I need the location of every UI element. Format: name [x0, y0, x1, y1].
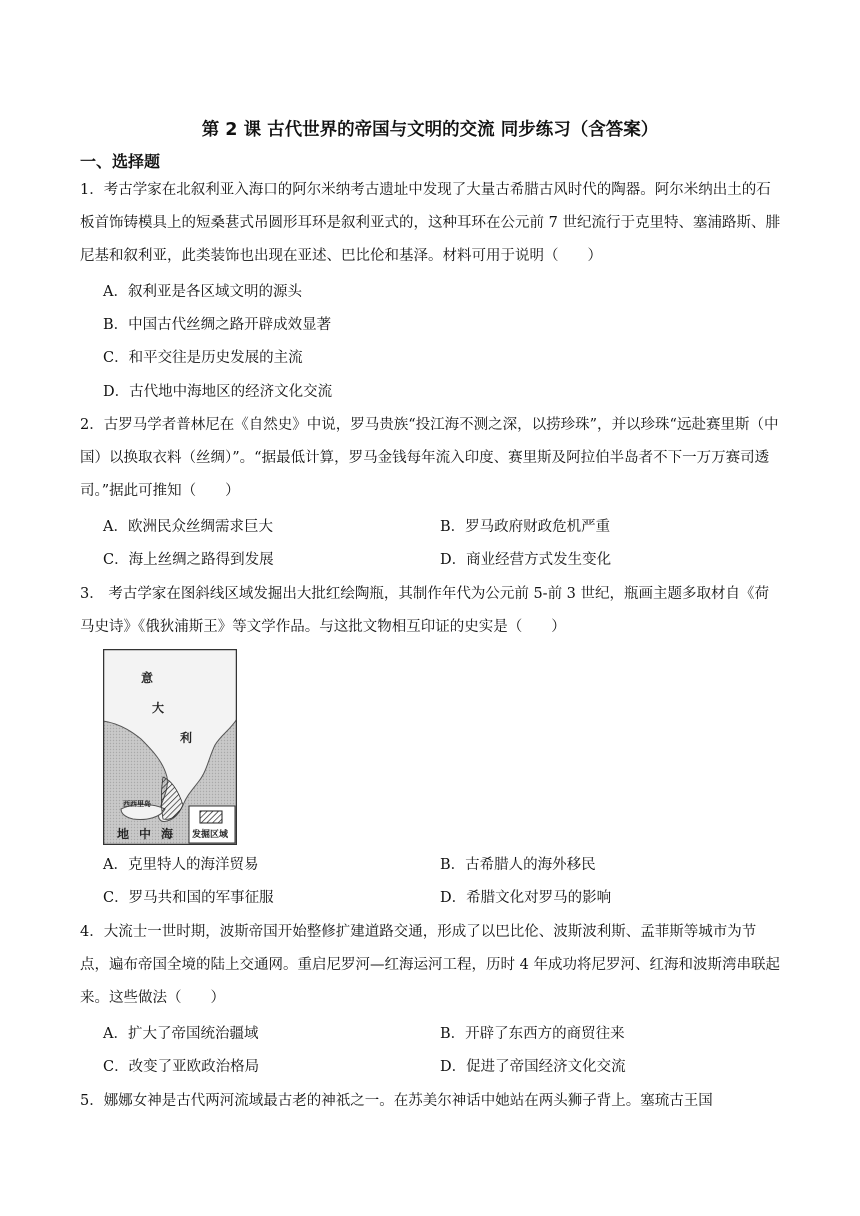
question-1-option-a[interactable]: A．叙利亚是各区域文明的源头 [103, 284, 302, 300]
question-4-option-d[interactable]: D．促进了帝国经济文化交流 [440, 1059, 626, 1075]
question-4-option-a[interactable]: A．扩大了帝国统治疆域 [103, 1026, 259, 1042]
map-label-li: 利 [180, 731, 193, 745]
map-figure [103, 649, 237, 845]
question-2-option-b[interactable]: B．罗马政府财政危机严重 [440, 519, 611, 535]
question-3-option-c[interactable]: C．罗马共和国的军事征服 [103, 890, 274, 906]
question-4-option-c[interactable]: C．改变了亚欧政治格局 [103, 1059, 260, 1075]
question-3-stem: 3． 考古学家在图斜线区域发掘出大批红绘陶瓶，其制作年代为公元前 5-前 3 世纪，瓶画主题多取材自《荷马史诗》《俄狄浦斯王》等文学作品。与这批文物相互印证的史实是（ ） [80, 586, 770, 635]
question-1-stem: 1．考古学家在北叙利亚入海口的阿尔米纳考古遗址中发现了大量古希腊古风时代的陶器。阿尔米纳出土的石板首饰铸模具上的短桑葚式吊圆形耳环是叙利亚式的，这种耳环在公元前 7 世纪流行于克里特、塞浦路斯、腓尼基和叙利亚，此类装饰也出现在亚述、巴比伦和基泽。材料可用于说明（ ） [80, 182, 780, 264]
map-legend [189, 806, 235, 843]
question-2-stem: 2．古罗马学者普林尼在《自然史》中说，罗马贵族“投江海不测之深，以捞珍珠”，并以珍珠“远赴赛里斯（中国）以换取衣料（丝绸）”。“据最低计算，罗马金钱每年流入印度、赛里斯及阿拉伯半岛者不下一万万赛司透司。”据此可推知（ ） [80, 417, 779, 499]
question-4-option-b[interactable]: B．开辟了东西方的商贸往来 [440, 1026, 625, 1042]
question-3-option-d[interactable]: D．希腊文化对罗马的影响 [440, 890, 612, 906]
map-label-zhong: 中 [139, 827, 152, 841]
question-1-option-b[interactable]: B．中国古代丝绸之路开辟成效显著 [103, 317, 332, 333]
question-2-option-c[interactable]: C．海上丝绸之路得到发展 [103, 552, 274, 568]
question-1-option-c[interactable]: C．和平交往是历史发展的主流 [103, 350, 303, 366]
question-2-option-a[interactable]: A．欧洲民众丝绸需求巨大 [103, 519, 273, 535]
question-4-stem: 4．大流士一世时期，波斯帝国开始整修扩建道路交通，形成了以巴比伦、波斯波利斯、孟菲斯等城市为节点，遍布帝国全境的陆上交通网。重启尼罗河—红海运河工程，历时 4 年成功将尼罗河、红海和波斯湾串联起来。这些做法（ ） [80, 924, 780, 1006]
question-5-stem: 5．娜娜女神是古代两河流域最古老的神祇之一。在苏美尔神话中她站在两头狮子背上。塞琉古王国 [80, 1093, 713, 1109]
map-label-yi: 意 [141, 671, 154, 685]
section-heading: 一、选择题 [80, 152, 161, 171]
map-label-hai: 海 [161, 827, 174, 841]
hatched-area-icon [200, 811, 222, 823]
map-legend-label: 发掘区域 [192, 830, 229, 840]
map-label-di: 地 [117, 827, 130, 841]
italy-map [103, 649, 237, 845]
question-2-option-d[interactable]: D．商业经营方式发生变化 [440, 552, 612, 568]
map-label-sicily: 西西里岛 [123, 800, 151, 808]
map-label-da: 大 [152, 701, 165, 715]
question-1-option-d[interactable]: D．古代地中海地区的经济文化交流 [103, 384, 333, 400]
question-3-option-a[interactable]: A．克里特人的海洋贸易 [103, 857, 259, 873]
page-title: 第 2 课 古代世界的帝国与文明的交流 同步练习（含答案） [201, 120, 659, 140]
question-3-option-b[interactable]: B．古希腊人的海外移民 [440, 857, 596, 873]
